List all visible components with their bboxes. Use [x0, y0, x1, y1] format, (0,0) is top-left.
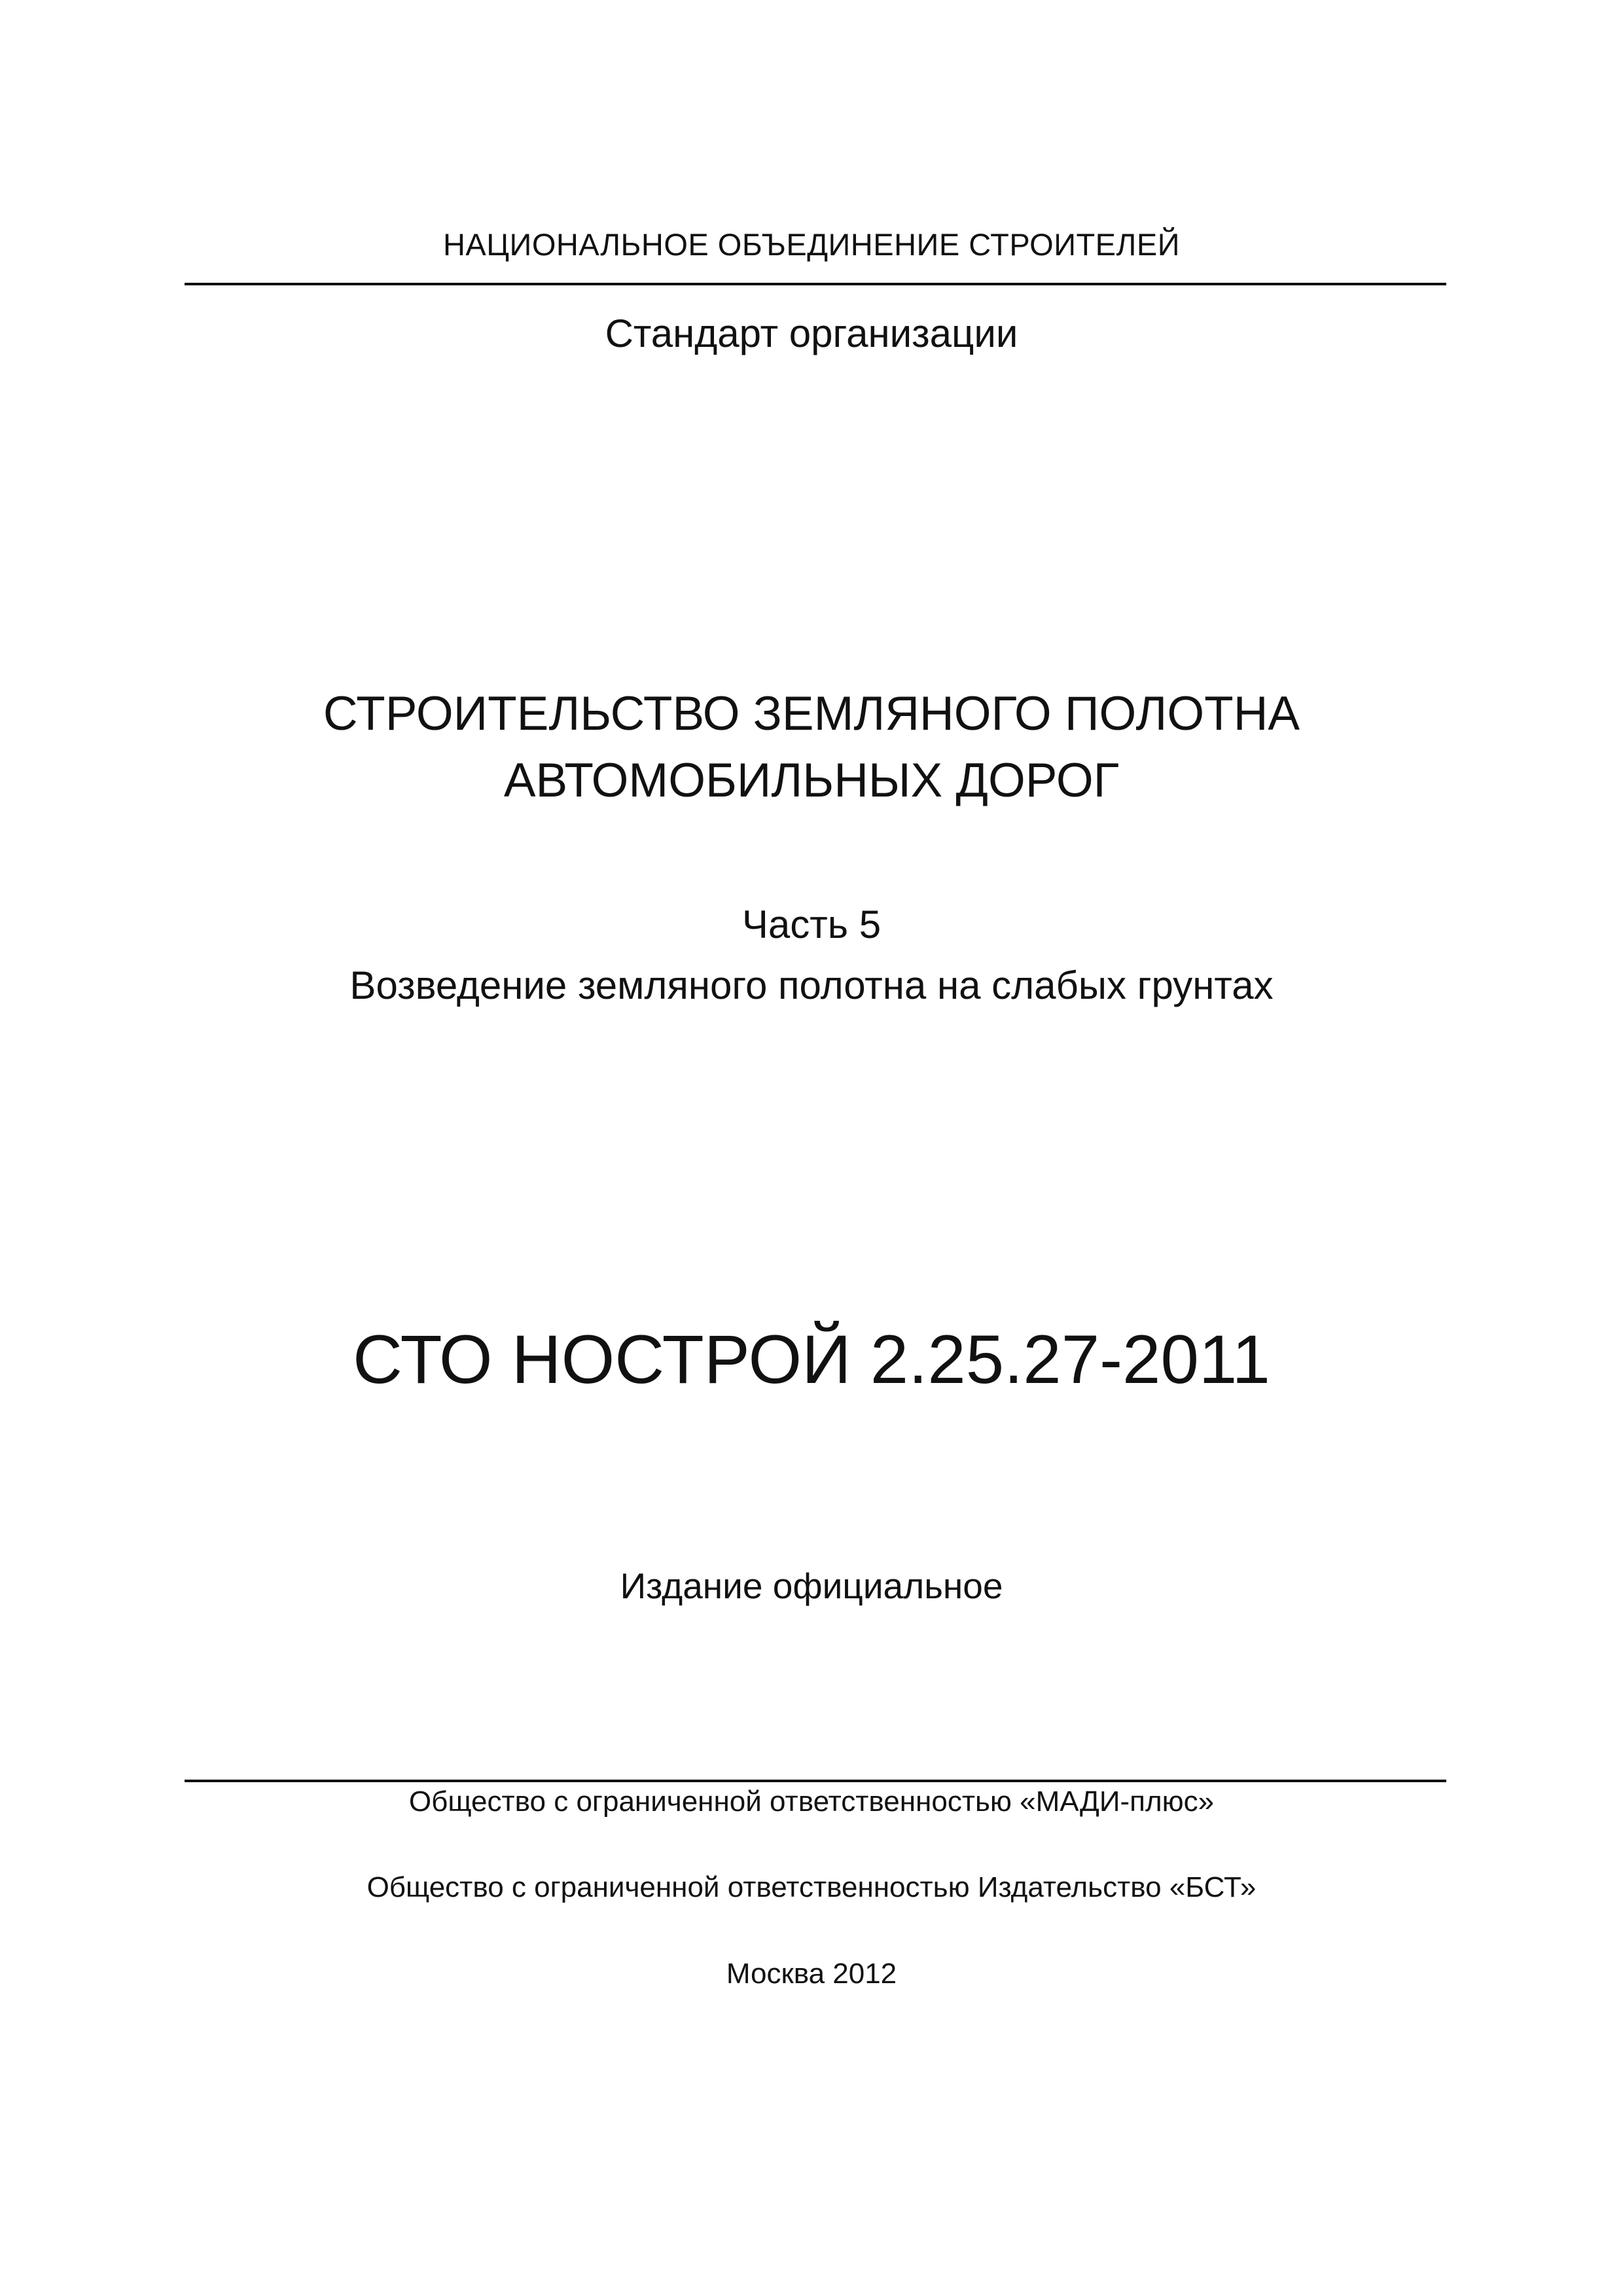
city-year: Москва 2012: [726, 1958, 897, 1990]
document-type: Стандарт организации: [605, 312, 1018, 355]
publisher-1: Общество с ограниченной ответственностью «МАДИ-плюс»: [408, 1785, 1215, 1818]
top-divider: [185, 283, 1446, 285]
bottom-divider: [185, 1780, 1446, 1782]
document-title-line-1: СТРОИТЕЛЬСТВО ЗЕМЛЯНОГО ПОЛОТНА: [323, 687, 1300, 740]
publisher-2: Общество с ограниченной ответственностью Издательство «БСТ»: [366, 1871, 1257, 1903]
part-number: Часть 5: [741, 903, 882, 946]
organization-name: НАЦИОНАЛЬНОЕ ОБЪЕДИНЕНИЕ СТРОИТЕЛЕЙ: [442, 227, 1181, 262]
part-title: Возведение земляного полотна на слабых грунтах: [349, 963, 1274, 1007]
document-title-line-2: АВТОМОБИЛЬНЫХ ДОРОГ: [503, 754, 1120, 807]
standard-code: СТО НОСТРОЙ 2.25.27-2011: [353, 1321, 1270, 1398]
edition-label: Издание официальное: [620, 1566, 1003, 1606]
